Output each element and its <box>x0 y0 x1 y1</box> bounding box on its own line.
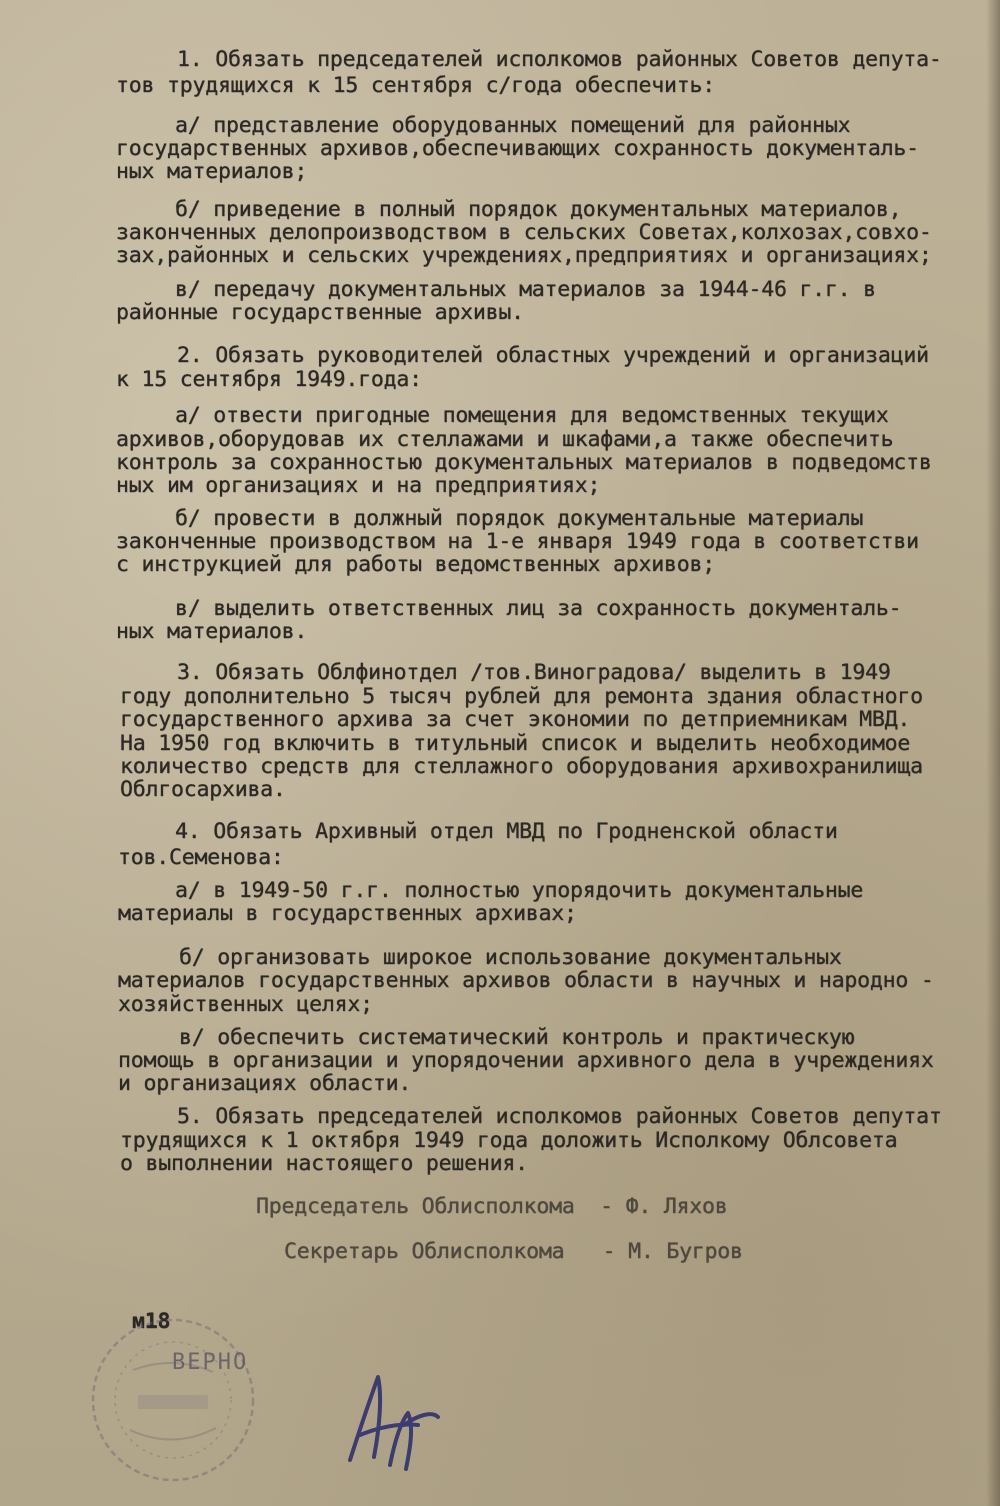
text-line: районные государственные архивы. <box>116 300 524 325</box>
page-number: м18 <box>132 1309 171 1334</box>
text-line: контроль за сохранностью документальных материалов в подведомств <box>116 450 932 475</box>
text-line: тов.Семенова: <box>118 845 284 870</box>
text-line: 4. Обязать Архивный отдел МВД по Гродненской области <box>124 819 838 844</box>
text-line: хозяйственных целях; <box>118 992 373 1017</box>
text-line: 3. Обязать Облфинотдел /тов.Виноградова/ выделить в 1949 <box>126 660 891 685</box>
text-line: тов трудящихся к 15 сентября с/года обеспечить: <box>116 73 715 98</box>
text-line: году дополнительно 5 тысяч рублей для ремонта здания областного <box>120 684 923 709</box>
text-line: материалов государственных архивов области в научных и народно - <box>118 968 934 993</box>
text-line: помощь в организации и упорядочении архивного дела в учреждениях <box>118 1048 934 1073</box>
text-line: о выполнении настоящего решения. <box>120 1151 528 1176</box>
text-line: а/ отвести пригодные помещения для ведомственных текущих <box>124 403 889 428</box>
secretary-signature-line: Секретарь Облисполкома - М. Бугров <box>284 1239 743 1264</box>
text-line: архивов,оборудовав их стеллажами и шкафами,а также обеспечить <box>116 427 894 452</box>
text-line: 1. Обязать председателей исполкомов районных Советов депута- <box>126 47 942 72</box>
text-line: зах,районных и сельских учреждениях,предприятиях и организациях; <box>116 243 932 268</box>
text-line: материалы в государственных архивах; <box>118 901 577 926</box>
chairman-signature-line: Председатель Облисполкома - Ф. Ляхов <box>256 1194 728 1219</box>
text-line: с инструкцией для работы ведомственных архивов; <box>116 552 715 577</box>
page-edge-shadow <box>986 0 1000 1506</box>
text-line: ных материалов; <box>116 159 308 184</box>
text-line: государственных архивов,обеспечивающих сохранность документаль- <box>116 136 919 161</box>
stamp-label: ВЕРНО <box>172 1350 249 1375</box>
text-line: государственного архива за счет экономии по детприемникам МВД. <box>120 707 911 732</box>
text-line: законченных делопроизводством в сельских Советах,колхозах,совхо- <box>116 220 932 245</box>
text-line: в/ передачу документальных материалов за 1944-46 г.г. в <box>124 277 876 302</box>
text-line: Облгосархива. <box>120 777 286 802</box>
text-line: На 1950 год включить в титульный список и выделить необходимое <box>120 731 911 756</box>
text-line: к 15 сентября 1949.года: <box>116 367 422 392</box>
round-seal-stamp <box>78 1300 278 1490</box>
text-line: количество средств для стеллажного оборудования архивохранилища <box>120 754 923 779</box>
text-line: ных материалов. <box>116 619 308 644</box>
text-line: и организациях области. <box>118 1071 412 1096</box>
text-line: б/ провести в должный порядок документальные материалы <box>124 506 864 531</box>
text-line: 5. Обязать председателей исполкомов районных Советов депутат <box>126 1104 942 1129</box>
text-line: а/ представление оборудованных помещений для районных <box>124 113 851 138</box>
text-line: а/ в 1949-50 г.г. полностью упорядочить документальные <box>124 878 864 903</box>
text-line: трудящихся к 1 октября 1949 года доложить Исполкому Облсовета <box>120 1128 898 1153</box>
text-line: в/ обеспечить систематический контроль и практическую <box>128 1025 855 1050</box>
text-line: б/ организовать широкое использование документальных <box>128 945 842 970</box>
text-line: в/ выделить ответственных лиц за сохранность документаль- <box>124 596 902 621</box>
text-line: б/ приведение в полный порядок документальных материалов, <box>124 197 902 222</box>
text-line: законченные производством на 1-е января 1949 года в соответстви <box>116 529 919 554</box>
text-line: ных им организациях и на предприятиях; <box>116 473 601 498</box>
handwritten-signature <box>330 1365 460 1475</box>
text-line: 2. Обязать руководителей областных учреждений и организаций <box>126 343 929 368</box>
